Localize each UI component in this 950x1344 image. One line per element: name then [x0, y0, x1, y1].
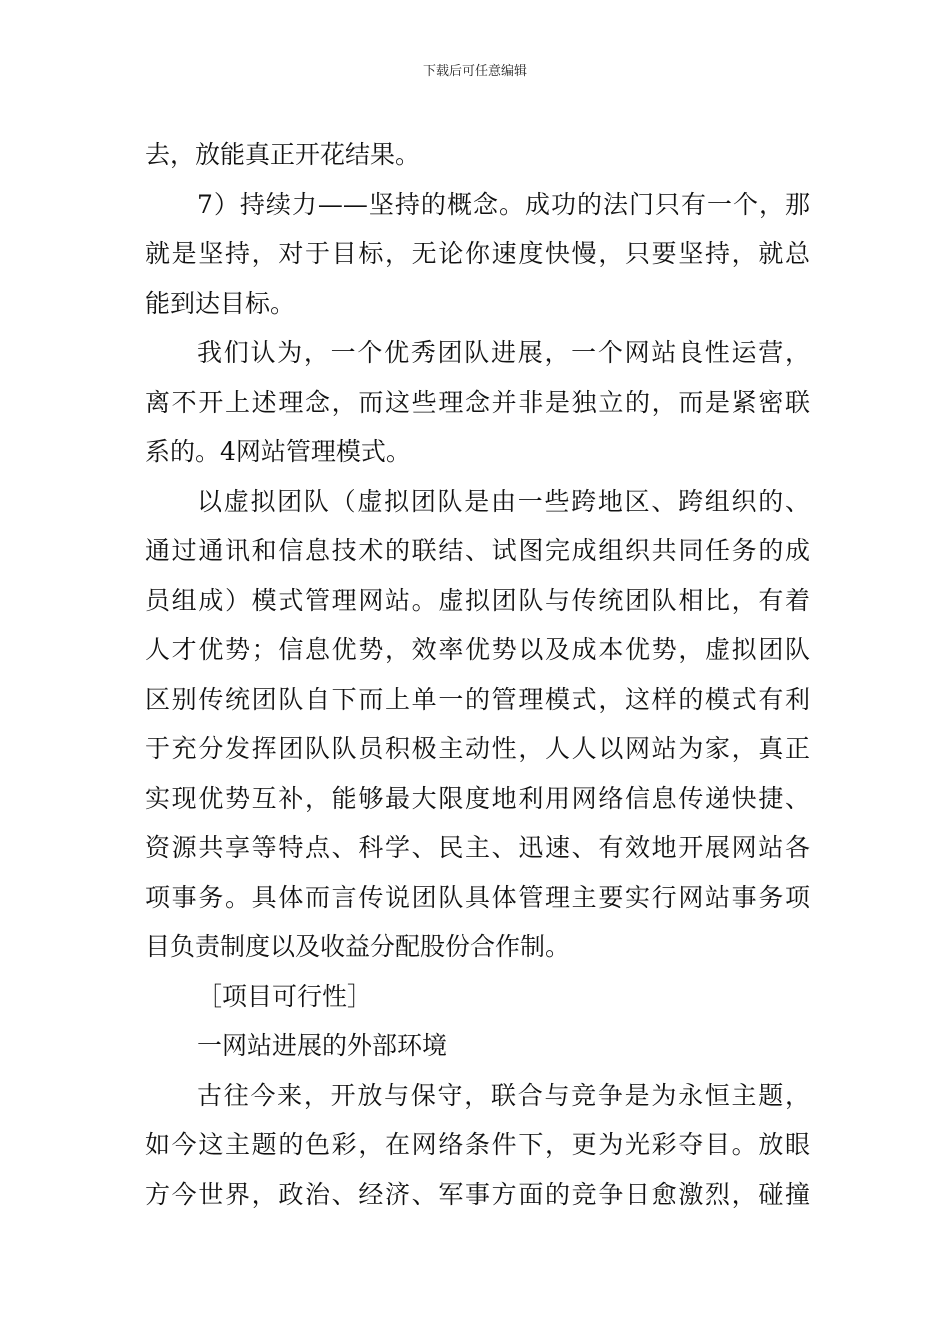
text-line: 7）持续力——坚持的概念。成功的法门只有一个，那: [197, 189, 810, 219]
text-line: 通过通讯和信息技术的联结、试图完成组织共同任务的成: [145, 536, 810, 565]
text-line: 实现优势互补，能够最大限度地利用网络信息传递快捷、: [145, 783, 810, 813]
text-line: 去，放能真正开花结果。: [145, 140, 421, 169]
text-line: 于充分发挥团队队员积极主动性，人人以网站为家，真正: [145, 734, 810, 763]
text-line: 方今世界，政治、经济、军事方面的竞争日愈激烈，碰撞: [145, 1179, 810, 1209]
text-line: 系的。4网站管理模式。: [145, 437, 411, 466]
document-body: [145, 130, 810, 1219]
text-line: 以虚拟团队（虚拟团队是由一些跨地区、跨组织的、: [197, 486, 810, 516]
text-line: 项事务。具体而言传说团队具体管理主要实行网站事务项: [145, 882, 810, 912]
section-heading: ［项目可行性］: [197, 981, 373, 1011]
text-line: 目负责制度以及收益分配股份合作制。: [145, 932, 571, 961]
text-line: 离不开上述理念，而这些理念并非是独立的，而是紧密联: [145, 387, 810, 417]
page-header: 下载后可任意编辑: [422, 64, 527, 79]
text-line: 区别传统团队自下而上单一的管理模式，这样的模式有利: [145, 684, 810, 714]
text-line: 古往今来，开放与保守，联合与竞争是为永恒主题，: [197, 1080, 810, 1110]
text-line: 就是坚持，对于目标，无论你速度快慢，只要坚持，就总: [145, 239, 810, 268]
text-line: 资源共享等特点、科学、民主、迅速、有效地开展网站各: [145, 833, 810, 862]
subsection-heading: 一网站进展的外部环境: [197, 1031, 448, 1060]
text-line: 人才优势；信息优势，效率优势以及成本优势，虚拟团队: [145, 635, 810, 664]
text-line: 如今这主题的色彩，在网络条件下，更为光彩夺目。放眼: [145, 1130, 810, 1159]
text-line: 我们认为，一个优秀团队进展，一个网站良性运营，: [197, 338, 810, 367]
text-line: 员组成）模式管理网站。虚拟团队与传统团队相比，有着: [145, 585, 810, 615]
text-line: 能到达目标。: [145, 288, 296, 318]
